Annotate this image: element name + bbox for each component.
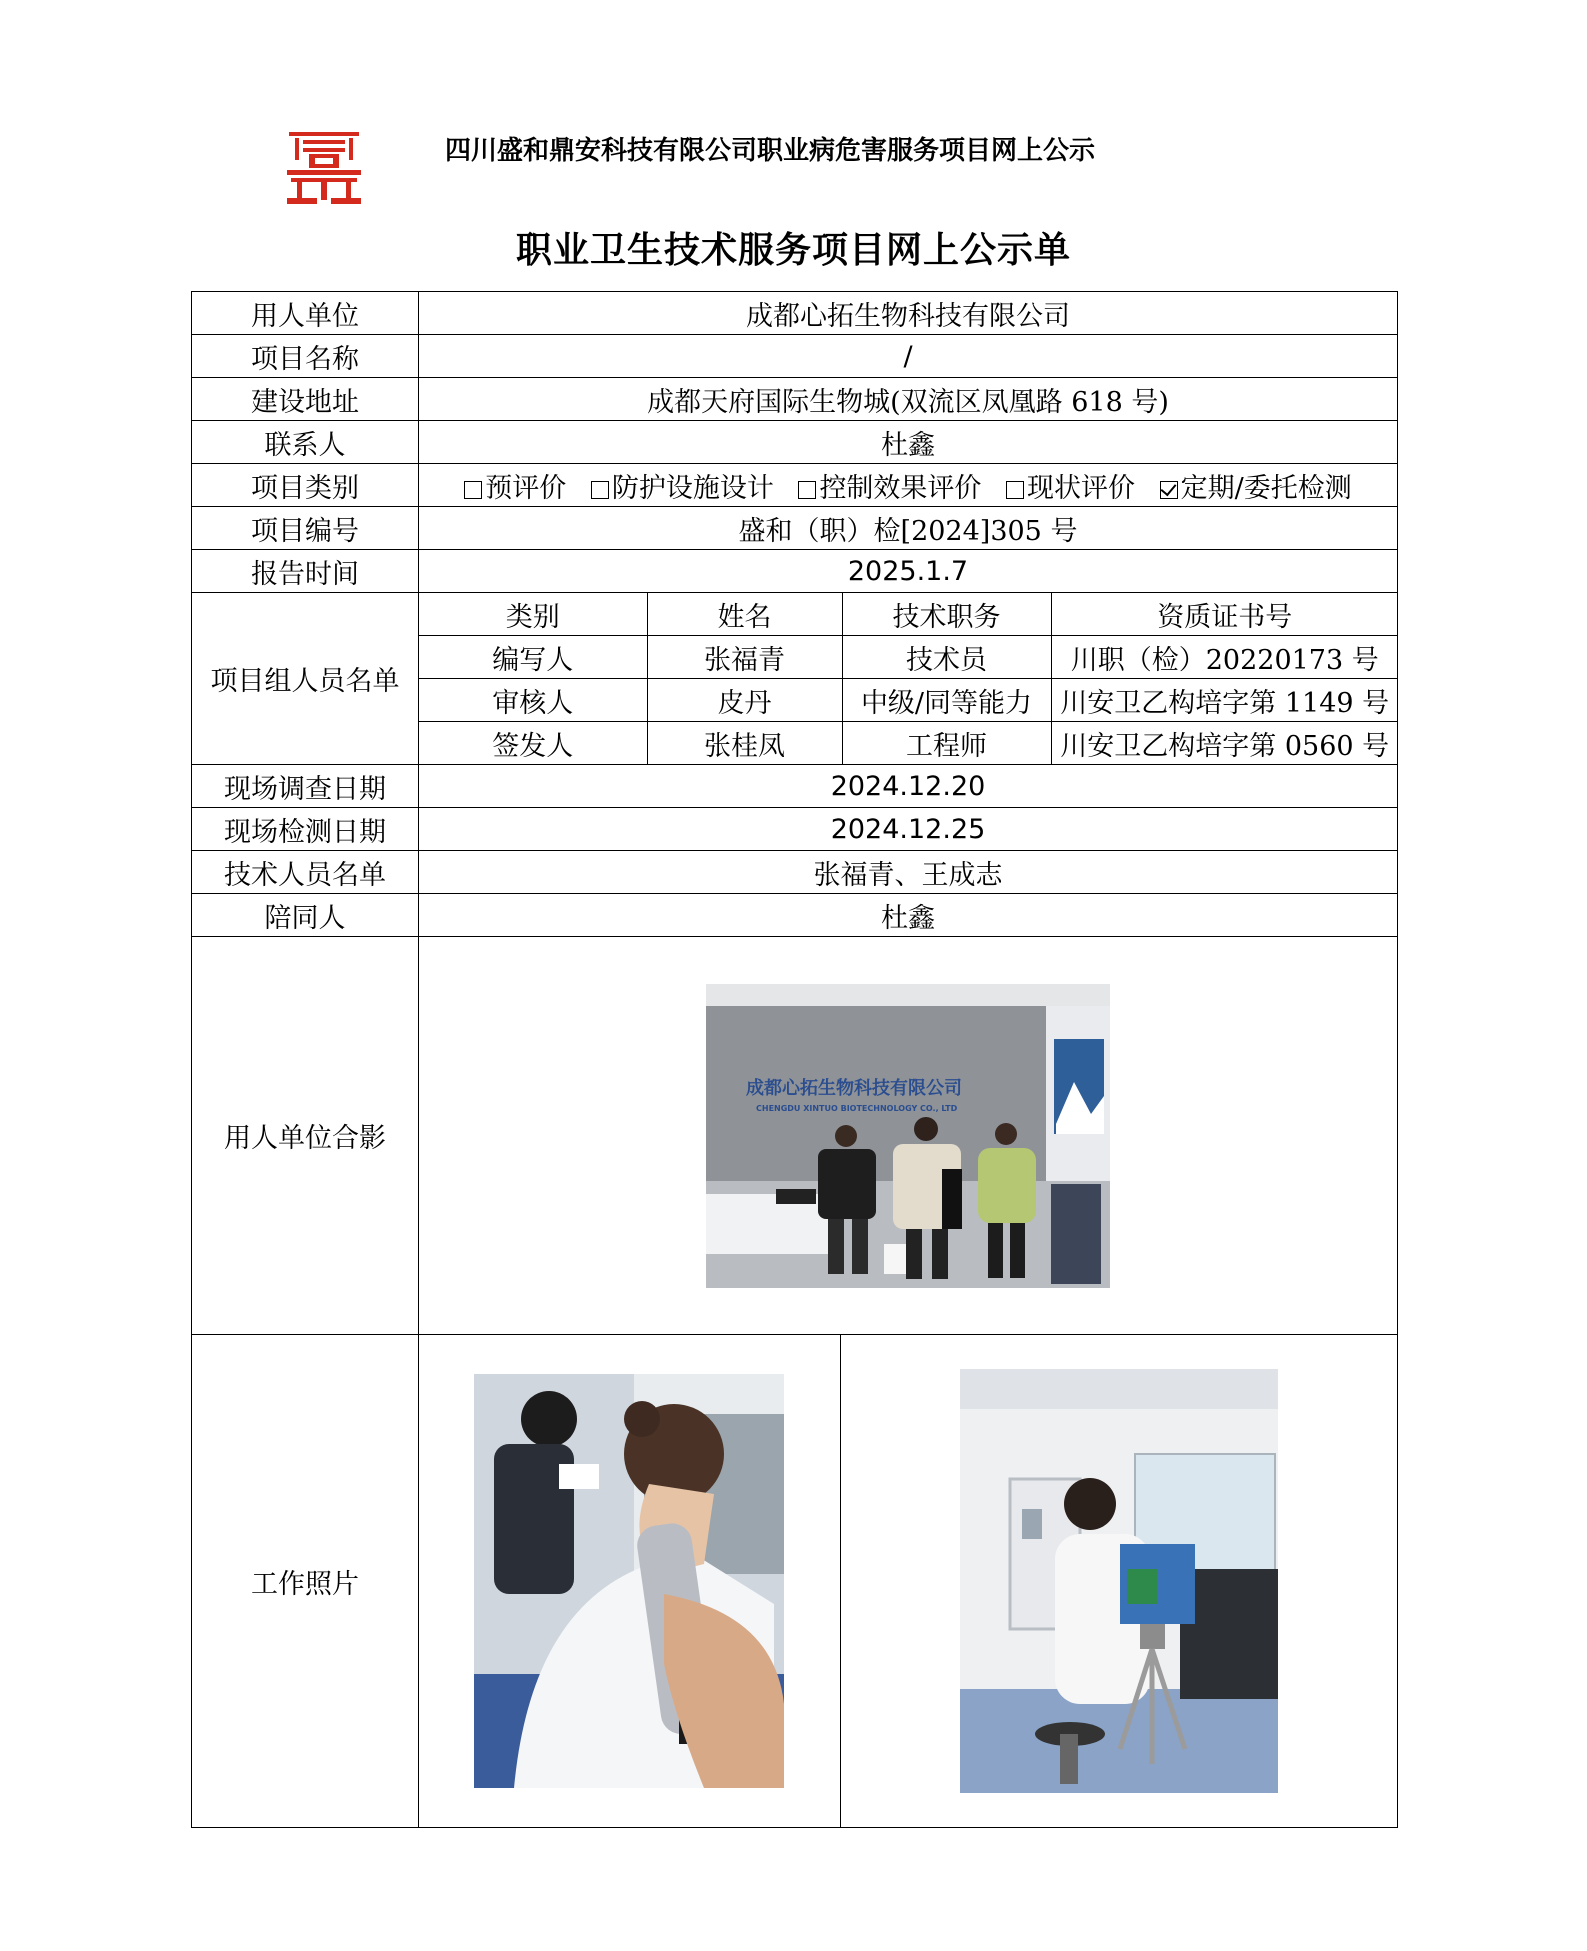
technicians-label: 技术人员名单 — [192, 851, 419, 894]
testing-date-value: 2024.12.25 — [419, 808, 1398, 851]
project-number-value: 盛和（职）检[2024]305 号 — [419, 507, 1398, 550]
contact-label: 联系人 — [192, 421, 419, 464]
team-cell: 川安卫乙构培字第 0560 号 — [1051, 722, 1398, 765]
survey-date-label: 现场调查日期 — [192, 765, 419, 808]
row-project-number — [192, 507, 1398, 550]
team-cell: 川安卫乙构培字第 1149 号 — [1051, 679, 1398, 722]
team-header-certificate: 资质证书号 — [1051, 593, 1398, 636]
row-testing-date — [192, 808, 1398, 851]
row-survey-date — [192, 765, 1398, 808]
team-cell: 签发人 — [419, 722, 647, 765]
wall-sign-en: CHENGDU XINTUO BIOTECHNOLOGY CO., LTD — [756, 1103, 958, 1113]
team-cell: 工程师 — [842, 722, 1051, 765]
project-name-value: / — [419, 335, 1398, 378]
project-type-options — [419, 464, 1398, 507]
team-row — [419, 722, 1398, 765]
team-cell: 编写人 — [419, 636, 647, 679]
address-value: 成都天府国际生物城(双流区凤凰路 618 号) — [419, 378, 1398, 421]
row-employer — [192, 292, 1398, 335]
notice-table — [191, 291, 1398, 1828]
row-address — [192, 378, 1398, 421]
team-cell: 审核人 — [419, 679, 647, 722]
team-table — [419, 593, 1398, 764]
accompany-label: 陪同人 — [192, 894, 419, 937]
team-cell: 皮丹 — [647, 679, 842, 722]
checkbox-checked-icon — [1160, 481, 1178, 499]
project-number-label: 项目编号 — [192, 507, 419, 550]
group-photo — [706, 984, 1110, 1288]
project-name-label: 项目名称 — [192, 335, 419, 378]
type-option-protection-design: 防护设施设计 — [591, 473, 774, 504]
team-cell: 张福青 — [647, 636, 842, 679]
contact-value: 杜鑫 — [419, 421, 1398, 464]
checkbox-icon — [798, 481, 816, 499]
team-cell: 技术员 — [842, 636, 1051, 679]
type-option-control-effect: 控制效果评价 — [798, 473, 981, 504]
team-row — [419, 679, 1398, 722]
row-contact — [192, 421, 1398, 464]
checkbox-icon — [591, 481, 609, 499]
testing-date-label: 现场检测日期 — [192, 808, 419, 851]
report-date-label: 报告时间 — [192, 550, 419, 593]
row-group-photo — [192, 937, 1398, 1335]
survey-date-value: 2024.12.20 — [419, 765, 1398, 808]
wall-sign-cn: 成都心拓生物科技有限公司 — [746, 1077, 962, 1099]
team-row — [419, 636, 1398, 679]
work-photos-table — [419, 1335, 1398, 1827]
company-logo — [285, 130, 363, 206]
work-photo-noise-meter — [474, 1374, 784, 1788]
team-cell: 川职（检）20220173 号 — [1051, 636, 1398, 679]
team-cell: 张桂凤 — [647, 722, 842, 765]
team-cell: 中级/同等能力 — [842, 679, 1051, 722]
checkbox-icon — [464, 481, 482, 499]
team-label: 项目组人员名单 — [192, 593, 419, 765]
employer-value: 成都心拓生物科技有限公司 — [419, 292, 1398, 335]
row-project-name — [192, 335, 1398, 378]
type-option-periodic-testing: 定期/委托检测 — [1160, 473, 1352, 504]
team-header-title: 技术职务 — [842, 593, 1051, 636]
checkbox-icon — [1006, 481, 1024, 499]
address-label: 建设地址 — [192, 378, 419, 421]
report-date-value: 2025.1.7 — [419, 550, 1398, 593]
team-header-row — [419, 593, 1398, 636]
row-report-date — [192, 550, 1398, 593]
company-header-title: 四川盛和鼎安科技有限公司职业病危害服务项目网上公示 — [445, 136, 1096, 166]
accompany-value: 杜鑫 — [419, 894, 1398, 937]
employer-label: 用人单位 — [192, 292, 419, 335]
row-team — [192, 593, 1398, 765]
document-title: 职业卫生技术服务项目网上公示单 — [515, 229, 1071, 271]
row-accompany — [192, 894, 1398, 937]
work-photo-sampler — [960, 1369, 1278, 1793]
type-option-status-evaluation: 现状评价 — [1006, 473, 1135, 504]
technicians-value: 张福青、王成志 — [419, 851, 1398, 894]
team-header-name: 姓名 — [647, 593, 842, 636]
row-technicians — [192, 851, 1398, 894]
group-photo-label: 用人单位合影 — [192, 937, 419, 1335]
work-photos-label: 工作照片 — [192, 1335, 419, 1828]
row-project-type — [192, 464, 1398, 507]
type-option-pre-evaluation: 预评价 — [464, 473, 566, 504]
project-type-label: 项目类别 — [192, 464, 419, 507]
row-work-photos — [192, 1335, 1398, 1828]
team-header-category: 类别 — [419, 593, 647, 636]
